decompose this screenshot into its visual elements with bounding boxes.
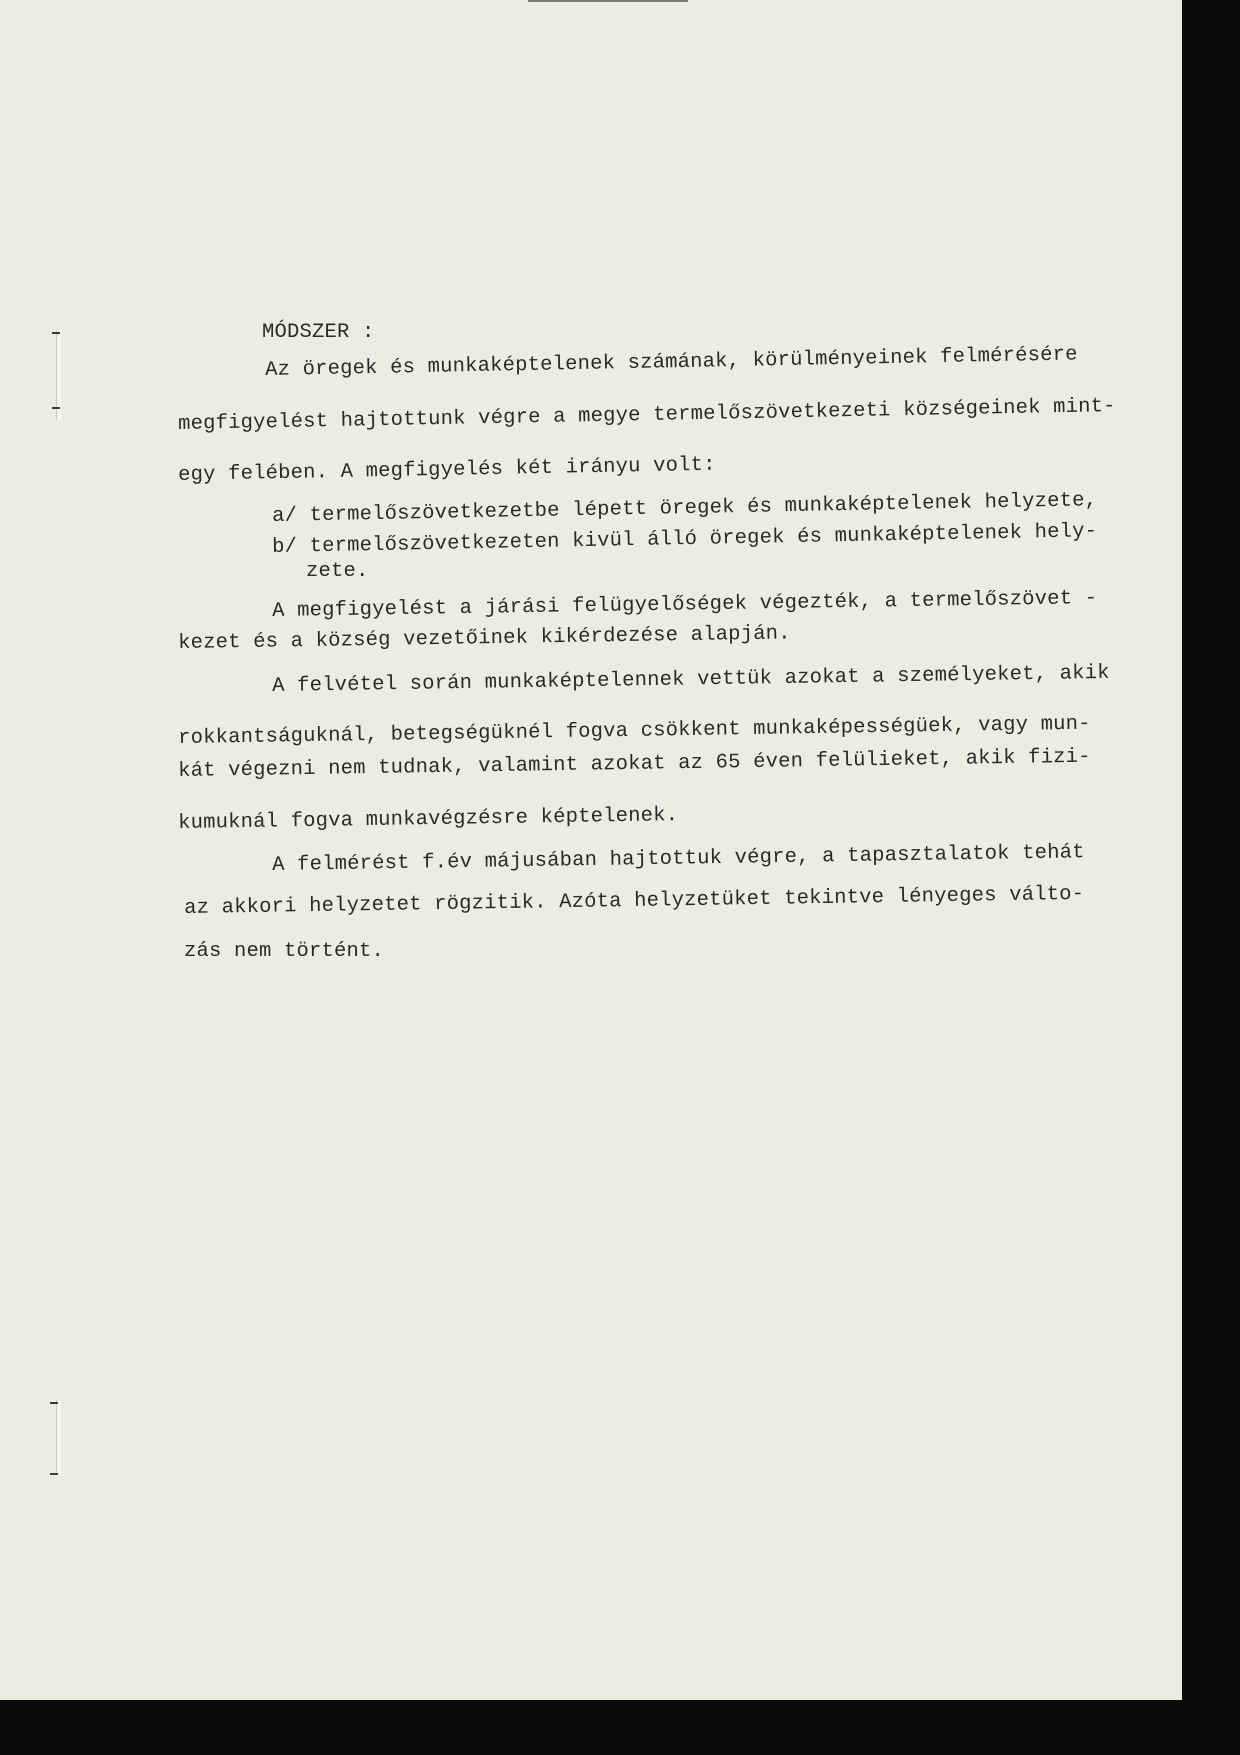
text-line: kumuknál fogva munkavégzésre képtelenek. <box>177 804 679 835</box>
text-line: A megfigyelést a járási felügyelőségek végezték, a termelőszövet - <box>271 587 1098 623</box>
text-line: megfigyelést hajtottunk végre a megye termelőszövetkezeti községeinek mint- <box>177 394 1116 436</box>
text-line: A felmérést f.év májusában hajtottuk végre, a tapasztalatok tehát <box>271 841 1085 877</box>
text-line: egy felében. A megfigyelés két irányu volt: <box>177 453 716 487</box>
top-edge-mark <box>528 0 688 2</box>
binder-tick <box>50 1473 58 1475</box>
section-heading: MÓDSZER : <box>262 321 375 344</box>
text-line: A felvétel során munkaképtelennek vettük azokat a személyeket, akik <box>271 661 1110 698</box>
binder-tick <box>50 1402 58 1404</box>
text-line: zás nem történt. <box>184 940 385 963</box>
binder-tick <box>52 407 60 409</box>
text-line: kezet és a község vezetőinek kikérdezése alapján. <box>177 622 791 655</box>
binder-tick <box>52 332 60 334</box>
binder-margin-lower <box>56 1400 61 1475</box>
list-item-b-continued: zete. <box>306 560 369 583</box>
list-item-b: b/ termelőszövetkezeten kivül álló öregek és munkaképtelenek hely- <box>271 520 1098 559</box>
text-line: Az öregek és munkaképtelenek számának, körülményeinek felmérésére <box>264 343 1078 382</box>
list-item-a: a/ termelőszövetkezetbe lépett öregek és munkaképtelenek helyzete, <box>271 489 1098 528</box>
text-line: az akkori helyzetet rögzitik. Azóta helyzetüket tekintve lényeges válto- <box>183 882 1085 920</box>
text-line: kát végezni nem tudnak, valamint azokat az 65 éven felülieket, akik fizi- <box>177 745 1091 783</box>
text-line: rokkantságuknál, betegségüknél fogva csökkent munkaképességüek, vagy mun- <box>177 712 1091 750</box>
